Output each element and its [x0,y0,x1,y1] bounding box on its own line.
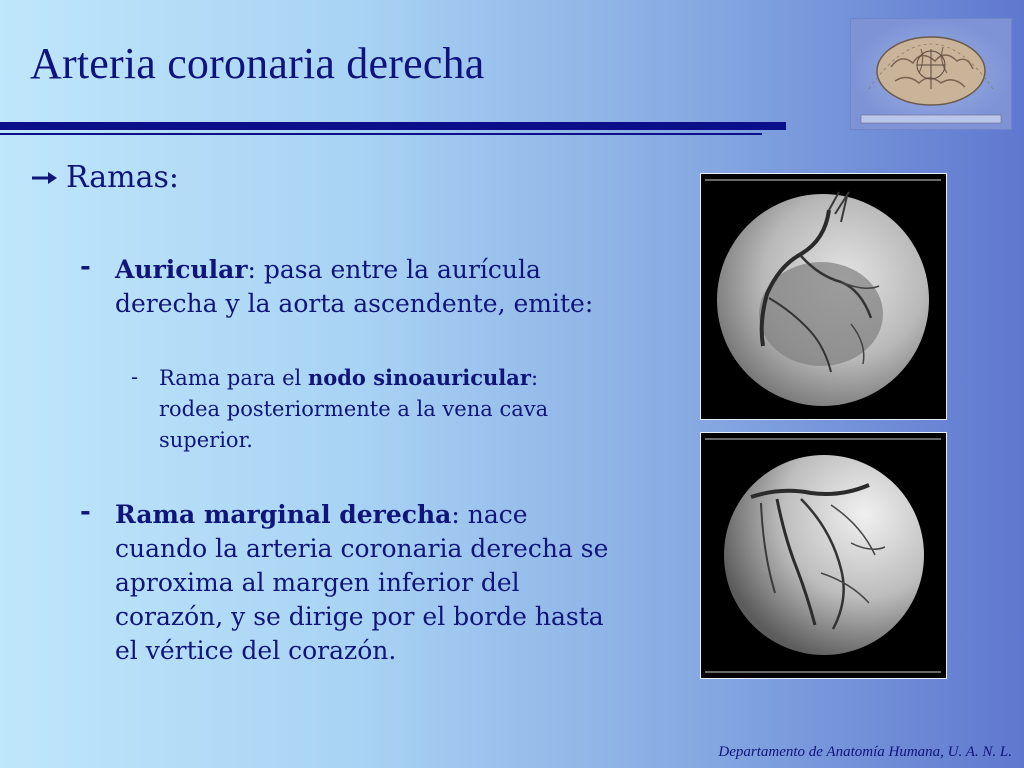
bullet-rama-marginal [80,498,615,668]
title-underline-thick [0,122,786,130]
bullet-ramas-label: Ramas: [66,160,179,195]
bullet-ramas [30,160,179,195]
arrow-right-icon [30,168,58,188]
sub-bullet-term: nodo sinoauricular [307,365,531,390]
sub-bullet-marker: - [131,365,139,389]
sub-bullet-prefix: Rama para el [159,366,308,390]
angiography-image-2 [700,432,947,679]
bullet-marker: - [80,497,91,527]
bullet-rama-marginal-term: Rama marginal derecha [115,500,452,529]
sub-bullet-text: : rodea posteriormente a la vena cava superior. [159,366,549,452]
angiography-image-1 [700,173,947,420]
title-underline-thin [0,133,762,135]
sub-bullet-nodo-sinoauricular [131,362,601,456]
footer-department: Departamento de Anatomía Humana, U. A. N. L. [718,744,1012,760]
bullet-marker: - [80,252,91,282]
slide-title: Arteria coronaria derecha [30,39,485,88]
bullet-auricular [80,253,620,321]
bullet-rama-marginal-text: : nace cuando la arteria coronaria derecha se aproxima al margen inferior del corazón, y se dirige por el borde hasta el vértice del corazón. [115,500,609,665]
brain-logo [850,18,1012,130]
bullet-auricular-term: Auricular [115,255,248,284]
bullet-auricular-text: : pasa entre la aurícula derecha y la aorta ascendente, emite: [115,255,594,318]
